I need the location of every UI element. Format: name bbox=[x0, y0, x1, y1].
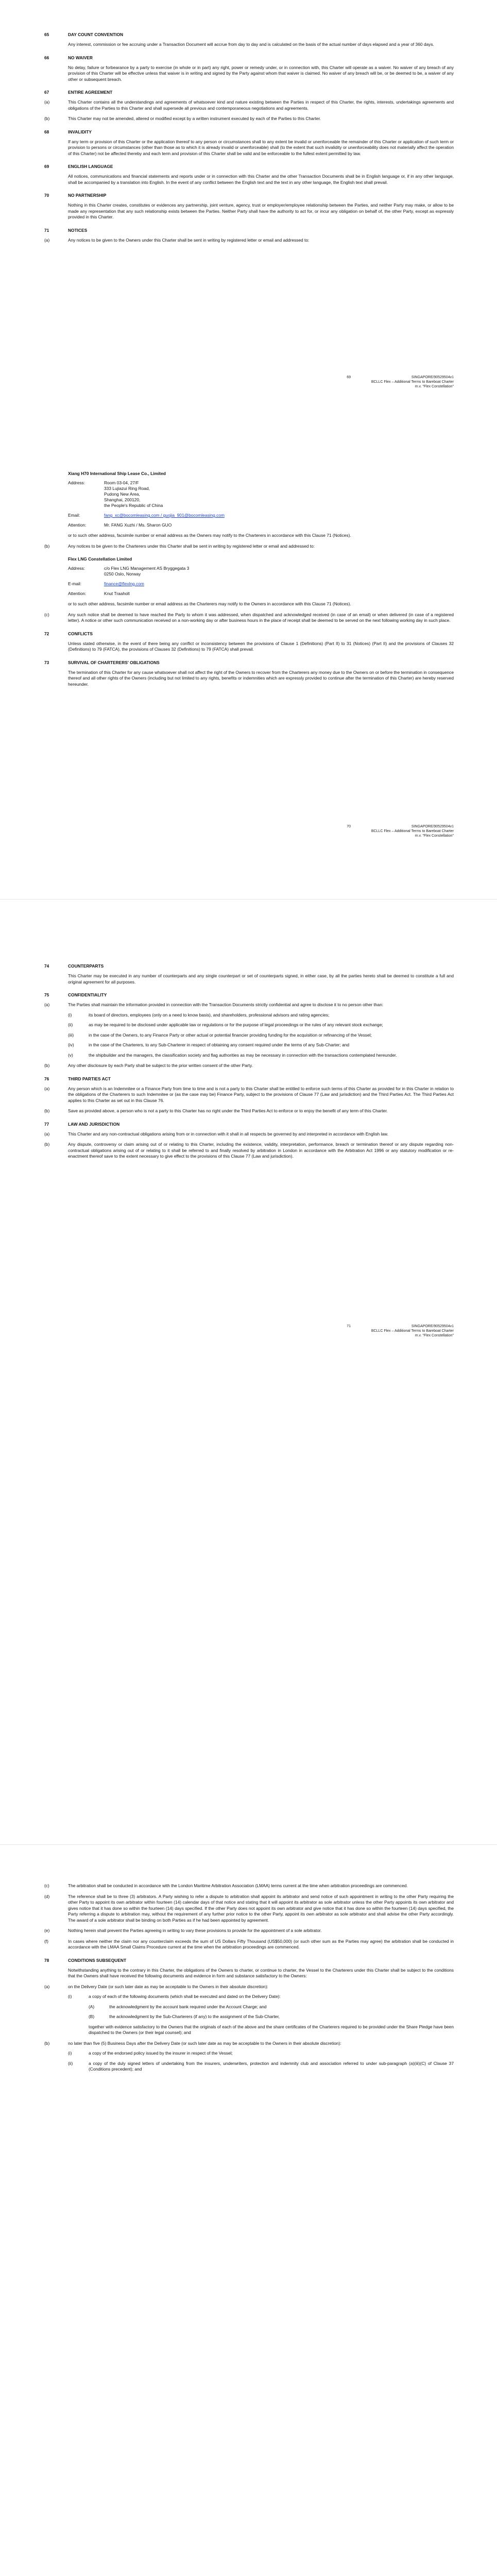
footer-vessel: m.v. "Flex Constellation" bbox=[415, 385, 454, 388]
clause-label: (a) bbox=[44, 99, 50, 105]
clause-a bbox=[44, 99, 454, 111]
document-page-3 bbox=[0, 963, 497, 1479]
clause-text: Save as provided above, a person who is not a party to this Charter has no right under the Third Parties Act to enforce or to enjoy the benefit of any term of this Charter. bbox=[68, 1108, 388, 1113]
subclause-label: (i) bbox=[68, 2050, 72, 2056]
subclause-B bbox=[89, 2014, 454, 2020]
address-line: 0250 Oslo, Norway bbox=[104, 571, 141, 577]
section-number: 71 bbox=[44, 227, 49, 233]
footer-title: BCLLC Flex – Additional Terms to Bareboat Charter bbox=[371, 380, 454, 384]
clause-b bbox=[44, 1063, 454, 1069]
clause-label: (a) bbox=[44, 1086, 50, 1091]
subclause-iv bbox=[68, 1042, 454, 1048]
footer-vessel: m.v. "Flex Constellation" bbox=[415, 834, 454, 838]
section-number: 76 bbox=[44, 1076, 49, 1081]
document-page-2 bbox=[0, 464, 497, 927]
charterer-attention bbox=[68, 591, 454, 597]
clause-label: (b) bbox=[44, 1108, 50, 1113]
address-line: Room 03-04, 27/F bbox=[104, 480, 139, 485]
clause-text: The arbitration shall be conducted in accordance with the London Maritime Arbitration Association (LMAA) terms current at the time when arbitration proceedings are commenced. bbox=[68, 1883, 408, 1888]
clause-body: on the Delivery Date (or such later date as may be acceptable to the Owners in their absolute discretion): bbox=[68, 1984, 268, 1989]
clause-text: In cases where neither the claim nor any counterclaim exceeds the sum of US Dollars Fifty Thousand (US$50,000) (or such other sum as the Parties may agree) the arbitration shall be conducted in accordance with the LMAA Small Claims Procedure current at the time when the arbitration proceedings are commenced. bbox=[68, 1938, 454, 1950]
paragraph: Notwithstanding anything to the contrary in this Charter, the obligations of the Owners to charter, or continue to charter, the Vessel to the Charterers under this Charter shall be subject to the conditions that the Owners shall have received the following documents and evidence in form and substance satisfactory to the Owners: bbox=[68, 1967, 454, 1978]
clause-a bbox=[44, 1086, 454, 1104]
clause-text bbox=[68, 1984, 454, 2036]
clause-a bbox=[44, 238, 454, 244]
page-break bbox=[0, 899, 497, 900]
clause-c bbox=[44, 1883, 454, 1889]
section-number: 75 bbox=[44, 992, 49, 997]
charterer-email bbox=[68, 581, 454, 587]
subclause-label: (ii) bbox=[68, 2060, 73, 2066]
clause-text: This Charter and any non-contractual obligations arising from or in connection with it shall in all respects be governed by and interpreted in accordance with English law. bbox=[68, 1131, 388, 1137]
subclause-text: the shipbuilder and the managers, the classification society and flag authorities as may be necessary in connection with the transactions contemplated hereunder. bbox=[89, 1052, 397, 1058]
owner-name: Xiang H70 International Ship Lease Co., Limited bbox=[68, 471, 166, 476]
address-label: Address: bbox=[68, 566, 85, 571]
clause-b bbox=[44, 2041, 454, 2073]
clause-label: (b) bbox=[44, 1142, 50, 1147]
subclause-label: (ii) bbox=[68, 1022, 73, 1027]
attention-label: Attention: bbox=[68, 522, 87, 528]
section-heading: NOTICES bbox=[68, 227, 88, 233]
section-heading: CONDITIONS SUBSEQUENT bbox=[68, 1957, 127, 1963]
section-68 bbox=[44, 129, 454, 134]
paragraph: or to such other address, facsimile number or email address as the Charterers may notify to the Owners in accordance with this Clause 71 (Notices). bbox=[68, 601, 351, 606]
page-number: 71 bbox=[347, 1325, 351, 1328]
paragraph: This Charter may be executed in any number of counterparts and any single counterpart or set of counterparts signed, in either case, by all the parties hereto shall be deemed to constitute a full and original agreement for all purposes. bbox=[68, 973, 454, 985]
clause-text: Nothing herein shall prevent the Parties agreeing in writing to vary these provisions to provide for the appointment of a sole arbitrator. bbox=[68, 1928, 322, 1933]
section-number: 72 bbox=[44, 631, 49, 636]
subclause-text: a copy of the duly signed letters of undertaking from the insurers, underwriters, protection and indemnity club and association referred to under sub-paragraph (a)(iii)(C) of Clause 37 (Conditions precedent); and bbox=[89, 2060, 454, 2072]
section-number: 68 bbox=[44, 129, 49, 134]
paragraph: The termination of this Charter for any cause whatsoever shall not affect the right of the Owners to recover from the Charterers any money due to the Owners on or before the termination in consequence thereof and all other rights of the Owners (including but not limited to any rights, benefits or indemnities which are expressly provided to continue after the termination of this Charter) are hereby reserved hereunder. bbox=[68, 669, 454, 687]
clause-label: (c) bbox=[44, 1883, 49, 1888]
section-number: 73 bbox=[44, 659, 49, 665]
paragraph: Nothing in this Charter creates, constitutes or evidences any partnership, joint venture, agency, trust or employer/employee relationship between the Parties, and neither Party may make, or allow to be made any representation that any such relationship exists between the Parties. Neither Party shall have the authority to act for, or incur any obligation on behalf of, the other Party, except as expressly provided in this Charter. bbox=[68, 202, 454, 219]
clause-label: (f) bbox=[44, 1938, 48, 1944]
email-label: Email: bbox=[68, 513, 80, 518]
page-footer bbox=[299, 824, 454, 838]
paragraph: or to such other address, facsimile number or email address as the Owners may notify to the Charterers in accordance with this Clause 71 (Notices). bbox=[68, 533, 351, 538]
clause-label: (a) bbox=[44, 1984, 50, 1989]
footer-vessel: m.v. "Flex Constellation" bbox=[415, 1334, 454, 1337]
address-line: Pudong New Area, bbox=[104, 492, 140, 497]
clause-label: (b) bbox=[44, 116, 50, 121]
clause-label: (e) bbox=[44, 1928, 50, 1933]
section-number: 70 bbox=[44, 193, 49, 198]
subclause-i bbox=[68, 2050, 454, 2057]
section-heading: ENGLISH LANGUAGE bbox=[68, 164, 113, 169]
clause-text: Any notices to be given to the Owners under this Charter shall be sent in writing by registered letter or email and addressed to: bbox=[68, 237, 310, 243]
attention-value: Knut Traaholt bbox=[104, 591, 130, 596]
section-heading: NO WAIVER bbox=[68, 55, 93, 60]
subclause-label: (iv) bbox=[68, 1042, 74, 1047]
clause-label: (d) bbox=[44, 1893, 50, 1899]
section-heading: LAW AND JURISDICTION bbox=[68, 1121, 120, 1127]
subclause-i bbox=[68, 1012, 454, 1019]
subclause-A bbox=[89, 2004, 454, 2010]
clause-b bbox=[44, 1108, 454, 1114]
charterer-name: Flex LNG Constellation Limited bbox=[68, 556, 132, 562]
paragraph: If any term or provision of this Charter or the application thereof to any person or circumstances shall to any extent be invalid or unenforceable the remainder of this Charter or application of such term or provision to persons or circumstances (other than those as to which it is already invalid or unenforceable) shall (to the extent that such invalidity or unenforceability does not materially affect the operation of this Charter) not be affected thereby and each term and provision of this Charter shall be valid and be enforceable to the fullest extent permitted by law. bbox=[68, 139, 454, 156]
address-value bbox=[104, 566, 454, 577]
section-75 bbox=[44, 992, 454, 997]
clause-label: (a) bbox=[44, 1131, 50, 1137]
section-67 bbox=[44, 90, 454, 95]
section-73 bbox=[44, 660, 454, 665]
clause-text bbox=[68, 1002, 454, 1058]
section-76 bbox=[44, 1076, 454, 1081]
subclause-label: (B) bbox=[89, 2014, 95, 2019]
document-page-4 bbox=[0, 1883, 497, 2576]
clause-text bbox=[68, 2041, 454, 2073]
section-65 bbox=[44, 32, 454, 37]
section-heading: CONFIDENTIALITY bbox=[68, 992, 107, 997]
section-number: 67 bbox=[44, 90, 49, 95]
section-69 bbox=[44, 164, 454, 169]
clause-a bbox=[44, 1002, 454, 1058]
section-number: 78 bbox=[44, 1957, 49, 1963]
section-71 bbox=[44, 228, 454, 233]
section-heading: COUNTERPARTS bbox=[68, 963, 104, 969]
section-72 bbox=[44, 631, 454, 636]
page-number: 69 bbox=[347, 376, 351, 379]
clause-b bbox=[44, 1142, 454, 1160]
footer-ref: SINGAPORE/90529504v1 bbox=[411, 376, 454, 379]
section-heading: SURVIVAL OF CHARTERERS' OBLIGATIONS bbox=[68, 659, 160, 665]
subclause-text: in the case of the Charterers, to any Sub-Charterer in respect of obtaining any consent required under the terms of any Sub-Charter; and bbox=[89, 1042, 350, 1047]
charterer-address bbox=[68, 566, 454, 577]
clause-label: (b) bbox=[44, 2040, 50, 2046]
page-content bbox=[44, 464, 454, 687]
clause-b bbox=[44, 116, 454, 122]
clause-c bbox=[44, 612, 454, 624]
clause-text: This Charter contains all the understandings and agreements of whatsoever kind and nature existing between the Parties in respect of this Charter, the rights, interests, undertakings agreements and obligations of the Parties to this Charter and shall supersede all previous and contemporaneous negotiations and agreements. bbox=[68, 99, 454, 111]
clause-text: Any dispute, controversy or claim arising out of or relating to this Charter, including the existence, validity, interpretation, performance, breach or termination thereof or any dispute regarding non-contractual obligations arising out of or relating to it shall be referred to and finally resolved by arbitration in London in accordance with the Arbitration Act 1996 or any statutory modification or re-enactment thereof save to the extent necessary to give effect to the provisions of this Clause 77 (Law and jurisdiction). bbox=[68, 1142, 454, 1159]
clause-b bbox=[44, 544, 454, 550]
address-line: c/o Flex LNG Management AS Bryggegata 3 bbox=[104, 566, 190, 571]
page-content bbox=[44, 32, 454, 243]
subclause-label: (A) bbox=[89, 2004, 95, 2009]
subclause-i bbox=[68, 1994, 454, 2036]
paragraph: Unless stated otherwise, in the event of there being any conflict or inconsistency between the provisions of Clause 1 (Definitions) (Part II) to 31 (Notices) (Part II) and the provisions of Clauses 32 (Definitions) to 79 (FATCA), the provisions of Clauses 32 (Definitions) to 79 (FATCA) shall prevail. bbox=[68, 640, 454, 652]
section-number: 69 bbox=[44, 164, 49, 169]
subclause-label: (i) bbox=[68, 1994, 72, 1999]
paragraph: Any interest, commission or fee accruing under a Transaction Document will accrue from day to day and is calculated on the basis of the actual number of days elapsed and a year of 360 days. bbox=[68, 42, 434, 47]
subclause-text: a copy of the endorsed policy issued by the insurer in respect of the Vessel; bbox=[89, 2050, 233, 2056]
owner-attention bbox=[68, 522, 454, 528]
clause-label: (b) bbox=[44, 1063, 50, 1068]
clause-a bbox=[44, 1984, 454, 2036]
paragraph: All notices, communications and financial statements and reports under or in connection with this Charter and the other Transaction Documents shall be in English language or, if in any other language, shall be accompanied by a translation into English. In the event of any conflict between the English text and the text in any other language, the English text shall prevail. bbox=[68, 174, 454, 185]
section-heading: CONFLICTS bbox=[68, 631, 93, 636]
subclause-text bbox=[89, 1994, 454, 2036]
subclause-continuation: together with evidence satisfactory to the Owners that the originals of each of the above and the share certificates of the Charterers required to be provided under the Share Pledge have been dispatched to the Owners (or their legal counsel); and bbox=[89, 2024, 454, 2035]
clause-d bbox=[44, 1894, 454, 1924]
subclause-ii bbox=[68, 2061, 454, 2073]
page-footer bbox=[299, 1324, 454, 1338]
subclause-text: the acknowledgment by the account bank required under the Account Charge; and bbox=[109, 2004, 267, 2009]
section-70 bbox=[44, 193, 454, 198]
section-78 bbox=[44, 1958, 454, 1963]
attention-label: Attention: bbox=[68, 591, 87, 596]
footer-title: BCLLC Flex – Additional Terms to Bareboat Charter bbox=[371, 829, 454, 833]
page-footer bbox=[299, 375, 454, 389]
clause-body: no later than five (5) Business Days after the Delivery Date (or such later date as may be acceptable to the Owners in their absolute discretion): bbox=[68, 2040, 341, 2046]
footer-title: BCLLC Flex – Additional Terms to Bareboat Charter bbox=[371, 1329, 454, 1333]
subclause-label: (v) bbox=[68, 1052, 73, 1058]
clause-text: The reference shall be to three (3) arbitrators. A Party wishing to refer a dispute to arbitration shall appoint its arbitrator and send notice of such appointment in writing to the other Party requiring the other Party to appoint its own arbitrator within fourteen (14) calendar days of that notice and stating that it will appoint its arbitrator as sole arbitrator unless the other Party appoints its own arbitrator and gives notice that it has done so within the fourteen (14) days specified. If the other Party does not appoint its own arbitrator and give notice that it has done so within the fourteen (14) days specified, the Party referring a dispute to arbitration may, without the requirement of any further prior notice to the other Party, appoint its own arbitrator as sole arbitrator and shall advise the other Party accordingly. The award of a sole arbitrator shall be binding on both Parties as if he had been appointed by agreement. bbox=[68, 1893, 454, 1923]
address-value bbox=[104, 480, 454, 509]
clause-text: Any notices to be given to the Charterers under this Charter shall be sent in writing by registered letter or email and addressed to: bbox=[68, 543, 315, 549]
address-line: the People's Republic of China bbox=[104, 503, 163, 508]
section-heading: INVALIDITY bbox=[68, 129, 92, 134]
email-link[interactable]: finance@flexlng.com bbox=[104, 581, 144, 586]
section-heading: ENTIRE AGREEMENT bbox=[68, 90, 113, 95]
subclause-text: as may be required to be disclosed under applicable law or regulations or for the purpose of legal proceedings or the rules of any relevant stock exchange; bbox=[89, 1022, 383, 1027]
address-line: 333 Lujiazui Ring Road, bbox=[104, 486, 150, 491]
subclause-v bbox=[68, 1053, 454, 1059]
paragraph: No delay, failure or forbearance by a party to exercise (in whole or in part) any right, power or remedy under, or in connection with, this Charter will operate as a waiver. No waiver of any breach of any provision of this Charter will be effective unless that waiver is in writing and signed by the Party against whom that waiver is claimed. No waiver of any breach will be, or be deemed to be, a waiver of any other or subsequent breach. bbox=[68, 64, 454, 82]
page-break bbox=[0, 1844, 497, 1845]
section-number: 65 bbox=[44, 32, 49, 37]
attention-value: Mr. FANG Xuzhi / Ms. Sharon GUO bbox=[104, 522, 172, 528]
subclause-label: (iii) bbox=[68, 1032, 74, 1038]
footer-ref: SINGAPORE/90529504v1 bbox=[411, 1325, 454, 1328]
address-label: Address: bbox=[68, 480, 85, 485]
clause-f bbox=[44, 1939, 454, 1951]
clause-label: (a) bbox=[44, 237, 50, 243]
subclause-text: the acknowledgment by the Sub-Charterers (if any) to the assignment of the Sub-Charter, bbox=[109, 2014, 280, 2019]
section-number: 66 bbox=[44, 55, 49, 60]
page-content bbox=[44, 1883, 454, 2073]
section-number: 77 bbox=[44, 1121, 49, 1127]
clause-text: Any such notice shall be deemed to have reached the Party to whom it was addressed, when dispatched and acknowledged received (in case of an email) or when delivered (in case of a registered letter). A notice or other such communication received on a non-working day or after business hours in the place of receipt shall be deemed to be served on the next following working day in such place. bbox=[68, 612, 454, 623]
clause-e bbox=[44, 1928, 454, 1934]
subclause-body: a copy of each of the following documents (which shall be executed and dated on the Delivery Date): bbox=[89, 1994, 281, 1999]
address-line: Shanghai, 200120, bbox=[104, 497, 141, 502]
footer-ref: SINGAPORE/90529504v1 bbox=[411, 825, 454, 828]
section-66 bbox=[44, 55, 454, 60]
page-number: 70 bbox=[347, 825, 351, 828]
subclause-ii bbox=[68, 1022, 454, 1028]
clause-text: This Charter may not be amended, altered or modified except by a written instrument executed by each of the Parties to this Charter. bbox=[68, 116, 321, 121]
subclause-label: (i) bbox=[68, 1012, 72, 1018]
clause-label: (c) bbox=[44, 612, 49, 617]
email-label: E-mail: bbox=[68, 581, 82, 586]
clause-label: (a) bbox=[44, 1002, 50, 1007]
owner-address bbox=[68, 480, 454, 509]
section-74 bbox=[44, 963, 454, 969]
section-heading: DAY COUNT CONVENTION bbox=[68, 32, 124, 37]
email-link[interactable]: fang_xc@bocomleasing.com / guojia_901@bocomleasing.com bbox=[104, 513, 225, 518]
section-heading: THIRD PARTIES ACT bbox=[68, 1076, 111, 1081]
section-number: 74 bbox=[44, 963, 49, 969]
clause-text: Any other disclosure by each Party shall be subject to the prior written consent of the other Party. bbox=[68, 1063, 253, 1068]
subclause-text: its board of directors, employees (only on a need to know basis), and shareholders, professional advisors and rating agencies; bbox=[89, 1012, 330, 1018]
section-77 bbox=[44, 1122, 454, 1127]
subclause-text: in the case of the Owners, to any Finance Party or other actual or potential financier providing funding for the acquisition or refinancing of the Vessel; bbox=[89, 1032, 372, 1038]
clause-body: The Parties shall maintain the information provided in connection with the Transaction Documents strictly confidential and agree to disclose it to no person other than: bbox=[68, 1002, 384, 1007]
clause-a bbox=[44, 1131, 454, 1138]
page-content bbox=[44, 963, 454, 1160]
section-heading: NO PARTNERSHIP bbox=[68, 193, 107, 198]
owner-email bbox=[68, 513, 454, 518]
clause-label: (b) bbox=[44, 543, 50, 549]
clause-text: Any person which is an Indemnitee or a Finance Party from time to time and is not a party to this Charter shall be entitled to enforce such terms of this Charter as provided for in this Charter in relation to the obligations of the Charterers to such Indemnitee or (as the case may be) Finance Party, subject to the provisions of Clause 77 (Law and jurisdiction) and the Third Parties Act. The Third Parties Act applies to this Charter as set out in this Clause 76. bbox=[68, 1086, 454, 1103]
subclause-iii bbox=[68, 1032, 454, 1039]
